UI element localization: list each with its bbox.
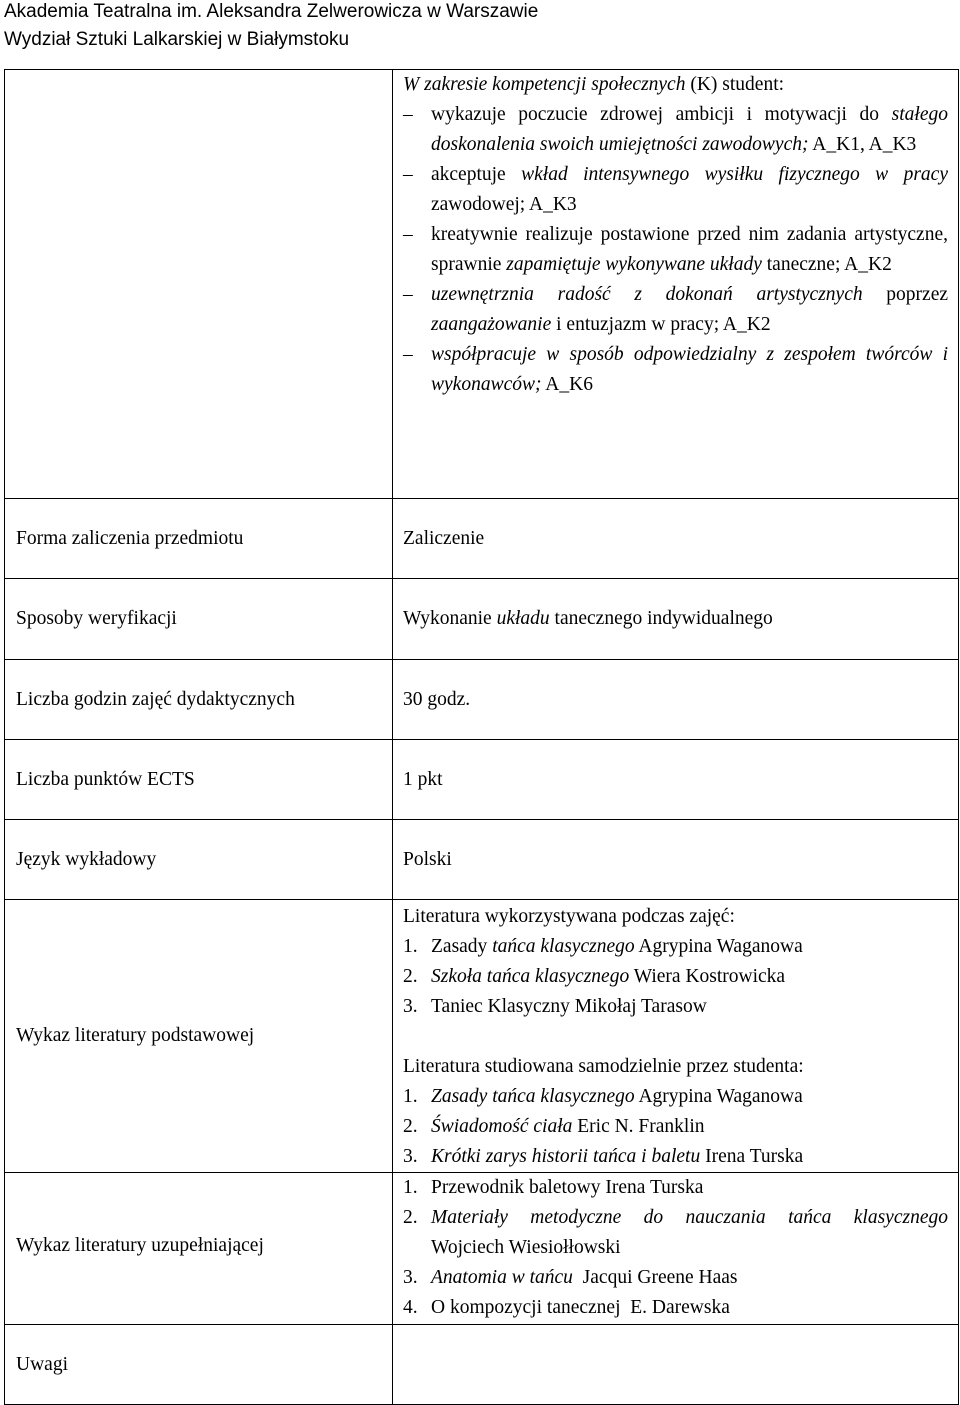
list-item: 1. Przewodnik baletowy Irena Turska: [403, 1177, 704, 1198]
document-header: [4, 0, 538, 54]
list-item: 1. Zasady tańca klasycznego Agrypina Waganowa: [403, 936, 803, 957]
lit-uzup-label: Wykaz literatury uzupełniającej: [5, 1173, 393, 1325]
ects-value: 1 pkt: [393, 740, 959, 820]
competence-item: – uzewnętrznia radość z dokonań artystycznych poprzez zaangażowanie i entuzjazm w pracy; A_K2: [403, 284, 948, 335]
jezyk-label: Język wykładowy: [5, 820, 393, 900]
uwagi-label: Uwagi: [5, 1325, 393, 1405]
godziny-row: [5, 660, 959, 740]
competences-row: [5, 70, 959, 499]
competence-item: – akceptuje wkład intensywnego wysiłku fizycznego w pracy zawodowej; A_K3: [403, 164, 948, 215]
godziny-value: 30 godz.: [393, 660, 959, 740]
academy-name: Akademia Teatralna im. Aleksandra Zelwerowicza w Warszawie: [4, 1, 539, 22]
competence-item: – kreatywnie realizuje postawione przed nim zadania artystyczne, sprawnie zapamiętuje wykonywane układy taneczne; A_K2: [403, 224, 948, 275]
lit-pod-cell: [393, 900, 959, 1173]
list-item: 3. Taniec Klasyczny Mikołaj Tarasow: [403, 996, 707, 1017]
competences-cell: [393, 70, 959, 499]
lit-heading: Literatura wykorzystywana podczas zajęć:: [403, 906, 735, 927]
list-item: 1. Zasady tańca klasycznego Agrypina Waganowa: [403, 1086, 803, 1107]
spacer: [403, 1022, 948, 1052]
forma-label: Forma zaliczenia przedmiotu: [5, 499, 393, 579]
competences-label-cell: [5, 70, 393, 499]
faculty-name: Wydział Sztuki Lalkarskiej w Białymstoku: [4, 29, 350, 50]
sposoby-row: [5, 579, 959, 660]
sposoby-label: Sposoby weryfikacji: [5, 579, 393, 660]
list-item: 2. Szkoła tańca klasycznego Wiera Kostrowicka: [403, 966, 786, 987]
competence-item: – wykazuje poczucie zdrowej ambicji i motywacji do stałego doskonalenia swoich umiejętności zawodowych; A_K1, A_K3: [403, 104, 948, 155]
lit-uzup-cell: [393, 1173, 959, 1325]
competence-item: – współpracuje w sposób odpowiedzialny z zespołem twórców i wykonawców; A_K6: [403, 344, 948, 395]
list-item: 3. Krótki zarys historii tańca i baletu Irena Turska: [403, 1146, 804, 1167]
list-item: 2. Świadomość ciała Eric N. Franklin: [403, 1116, 705, 1137]
forma-value: Zaliczenie: [393, 499, 959, 579]
list-item: 4. O kompozycji tanecznej E. Darewska: [403, 1297, 730, 1318]
lit-uzup-row: [5, 1173, 959, 1325]
jezyk-value: Polski: [393, 820, 959, 900]
jezyk-row: [5, 820, 959, 900]
list-item: 2. Materiały metodyczne do nauczania tańca klasycznego Wojciech Wiesiołłowski: [403, 1207, 948, 1258]
lit-pod-row: [5, 900, 959, 1173]
ects-row: [5, 740, 959, 820]
syllabus-table: [4, 69, 959, 1405]
competences-heading: W zakresie kompetencji społecznych (K) student:: [403, 74, 785, 95]
list-item: 3. Anatomia w tańcu Jacqui Greene Haas: [403, 1267, 738, 1288]
forma-row: [5, 499, 959, 579]
lit-pod-label: Wykaz literatury podstawowej: [5, 900, 393, 1173]
sposoby-value: Wykonanie układu tanecznego indywidualnego: [393, 579, 959, 660]
uwagi-row: [5, 1325, 959, 1405]
godziny-label: Liczba godzin zajęć dydaktycznych: [5, 660, 393, 740]
lit-heading: Literatura studiowana samodzielnie przez studenta:: [403, 1056, 804, 1077]
ects-label: Liczba punktów ECTS: [5, 740, 393, 820]
uwagi-value: [393, 1325, 959, 1405]
